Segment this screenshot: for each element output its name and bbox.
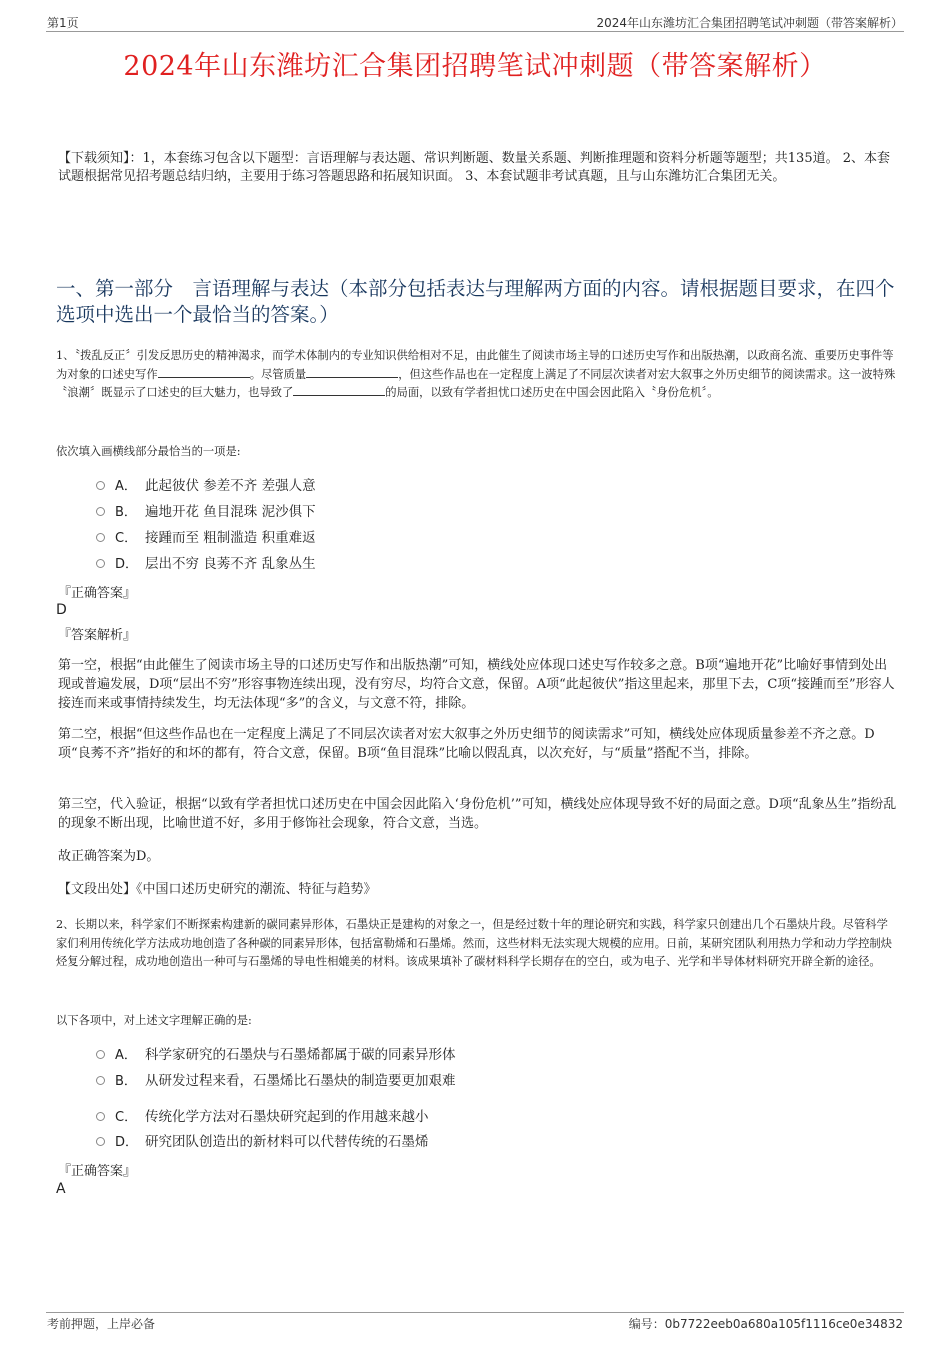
q1-answer-label: 『正确答案』 [58,586,137,601]
document-code [629,1315,903,1332]
q1-option-b[interactable] [96,501,316,523]
question-2-prompt: 以下各项中，对上述文字理解正确的是: [56,1014,252,1027]
option-letter: C． [115,1110,138,1125]
radio-icon[interactable] [96,507,105,516]
option-letter: B． [115,1074,137,1089]
radio-icon[interactable] [96,1050,105,1059]
section-heading: 一、第一部分 言语理解与表达（本部分包括表达与理解两方面的内容。请根据题目要求，在四个选项中选出一个最恰当的答案。） [56,277,895,326]
option-text: 接踵而至 粗制滥造 积重难返 [145,530,316,546]
question-2-stem: 2、长期以来，科学家们不断探索构建新的碳同素异形体，石墨炔正是建构的对象之一，但是经过数十年的理论研究和实践，科学家只创建出几个石墨炔片段。尽管科学家们利用传统化学方法成功地创造了各种碳的同素异形体，包括富勒烯和石墨烯。然而，这些材料无法实现大规模的应用。日前，某研究团队利用热力学和动力学控制炔烃复分解过程，成功地创造出一种可与石墨烯的导电性相媲美的材料。该成果填补了碳材料科学长期存在的空白，或为电子、光学和半导体材料研究开辟全新的途径。 [56,918,892,968]
radio-icon[interactable] [96,481,105,490]
q1-stem-part: 的局面，以致有学者担忧口述历史在中国会因此陷入〝身份危机〞。 [385,386,719,399]
document-title: 2024年山东潍坊汇合集团招聘笔试冲刺题（带答案解析） [123,51,827,82]
footer-slogan: 考前押题，上岸必备 [47,1317,156,1331]
q1-option-c[interactable] [96,527,316,549]
q1-analysis-paragraph: 第二空，根据“但这些作品也在一定程度上满足了不同层次读者对宏大叙事之外历史细节的阅读需求”可知，横线处应体现质量参差不齐之意。D项“良莠不齐”指好的和坏的都有，符合文意，保留。B项“鱼目混珠”比喻以假乱真，以次充好，与“质量”搭配不当，排除。 [58,727,875,761]
option-text: 从研发过程来看，石墨烯比石墨炔的制造要更加艰难 [145,1073,456,1089]
q1-stem-part: 。尽管质量 [249,367,307,381]
radio-icon[interactable] [96,1137,105,1146]
radio-icon[interactable] [96,533,105,542]
running-title: 2024年山东潍坊汇合集团招聘笔试冲刺题（带答案解析） [596,16,903,30]
code-label: 编号： [628,1317,665,1331]
option-text: 此起彼伏 参差不齐 差强人意 [145,478,316,494]
q2-option-a[interactable] [96,1044,456,1066]
question-1-prompt: 依次填入画横线部分最恰当的一项是: [56,445,241,458]
page-number: 第1页 [47,16,79,30]
q1-conclusion: 故正确答案为D。 [58,849,160,864]
q1-answer: D [56,602,67,618]
download-notice: 【下载须知】：1，本套练习包含以下题型：言语理解与表达题、常识判断题、数量关系题、判断推理题和资料分析题等题型；共135道。 2、本套试题根据常见招考题总结归纳，主要用于练习答题思路和拓展知识面。 3、本套试题非考试真题，且与山东潍坊汇合集团无关。 [58,151,890,184]
blank-2 [306,367,398,378]
q1-stem-part: ，但这些作品也在一定程度上满足了不同层次读者对宏大叙事之外历史细节的阅读需求。这一波特殊〝浪潮〞既显示了口述史的巨大魅力，也导致了 [56,367,896,399]
q1-source: 【文段出处】《中国口述历史研究的潮流、特征与趋势》 [58,882,377,897]
radio-icon[interactable] [96,1112,105,1121]
q2-option-d[interactable] [96,1131,429,1153]
option-letter: D． [115,1135,139,1150]
q2-option-c[interactable] [96,1106,429,1128]
option-text: 层出不穷 良莠不齐 乱象丛生 [145,556,316,572]
blank-1 [158,367,250,378]
code-value: 0b7722eeb0a680a105f1116ce0e34832 [664,1317,903,1331]
q1-analysis-paragraph: 第一空，根据“由此催生了阅读市场主导的口述历史写作和出版热潮”可知，横线处应体现口述史写作较多之意。B项“遍地开花”比喻好事情到处出现或普遍发展，D项“层出不穷”形容事物连续出现，没有穷尽，均符合文意，保留。A项“此起彼伏”指这里起来，那里下去，C项“接踵而至”形容人接连而来或事情持续发生，均无法体现“多”的含义，与文意不符，排除。 [58,658,895,711]
option-letter: A． [115,1048,137,1063]
header-divider [46,31,904,32]
option-letter: C． [115,531,138,546]
radio-icon[interactable] [96,559,105,568]
option-letter: B． [115,505,137,520]
option-text: 遍地开花 鱼目混珠 泥沙俱下 [145,504,316,520]
option-text: 传统化学方法对石墨炔研究起到的作用越来越小 [145,1109,429,1125]
option-text: 科学家研究的石墨炔与石墨烯都属于碳的同素异形体 [145,1047,456,1063]
blank-3 [293,385,385,396]
q1-analysis-paragraph: 第三空，代入验证，根据“以致有学者担忧口述历史在中国会因此陷入‘身份危机’”可知，横线处应体现导致不好的局面之意。D项“乱象丛生”指纷乱的现象不断出现，比喻世道不好，多用于修饰社会现象，符合文意，当选。 [58,797,897,831]
q2-answer: A [56,1181,66,1197]
q2-answer-label: 『正确答案』 [58,1164,137,1179]
q1-stem-part: 1、〝拨乱反正〞引发反思历史的精神渴求，而学术体制内的专业知识供给相对不足，由此催生了阅读市场主导的口述历史写作和出版热潮，以政商名流、重要历史事件等为对象的口述史写作 [56,349,894,381]
q1-option-a[interactable] [96,475,316,497]
option-text: 研究团队创造出的新材料可以代替传统的石墨烯 [145,1134,429,1150]
question-1-stem [56,347,898,403]
footer-divider [46,1312,904,1313]
q1-option-d[interactable] [96,553,316,575]
option-letter: D． [115,557,139,572]
q1-analysis-label: 『答案解析』 [58,628,137,643]
option-letter: A． [115,479,137,494]
q2-option-b[interactable] [96,1070,456,1092]
radio-icon[interactable] [96,1076,105,1085]
